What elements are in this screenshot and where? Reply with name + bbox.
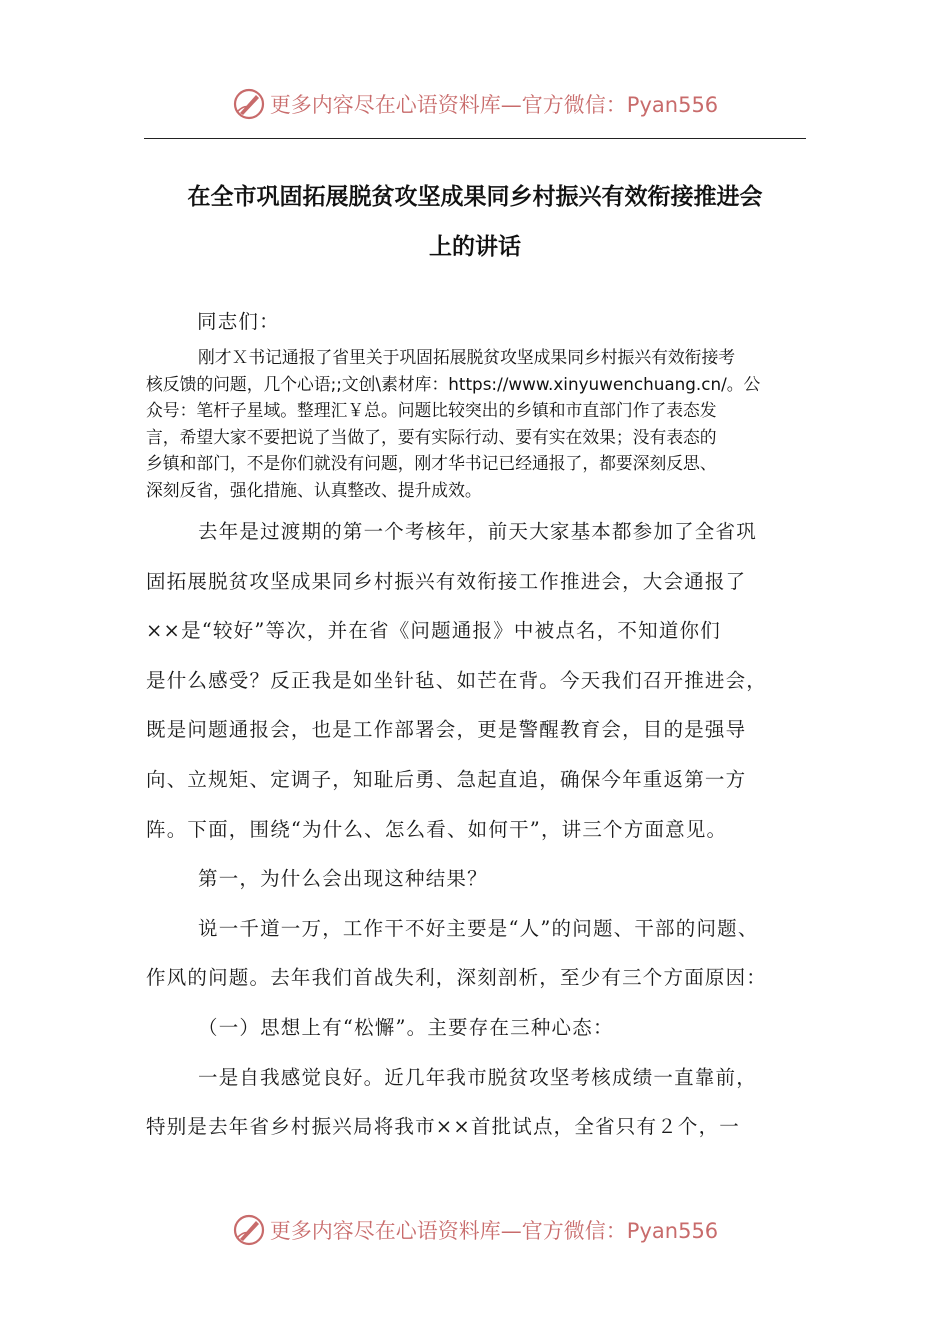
body-line: 去年是过渡期的第一个考核年，前天大家基本都参加了全省巩 [198,520,757,543]
notice-paragraph [146,344,811,503]
body-line: ××是“较好”等次，并在省《问题通报》中被点名，不知道你们 [146,619,721,643]
body-line: 是什么感受？反正我是如坐针毡、如芒在背。今天我们召开推进会， [146,668,768,692]
header-divider [144,138,806,139]
quill-logo-icon [232,87,266,121]
header-banner [0,84,950,124]
notice-line: 刚才Ｘ书记通报了省里关于巩固拓展脱贫攻坚成果同乡村振兴有效衔接考 [198,347,736,367]
body-line: 说一千道一万，工作干不好主要是“人”的问题、干部的问题、 [198,916,759,940]
notice-line: 言，希望大家不要把说了当做了，要有实际行动、要有实在效果；没有表态的 [146,426,717,447]
body-line: （一）思想上有“松懈”。主要存在三种心态： [198,1015,614,1039]
body-line: 固拓展脱贫攻坚成果同乡村振兴有效衔接工作推进会，大会通报了 [146,569,747,593]
body-line: 向、立规矩、定调子，知耻后勇、急起直追，确保今年重返第一方 [146,767,747,791]
body-line: 作风的问题。去年我们首战失利，深刻剖析，至少有三个方面原因： [146,966,768,990]
body-line: 第一，为什么会出现这种结果？ [198,867,488,891]
body-line: 既是问题通报会，也是工作部署会，更是警醒教育会，目的是强导 [146,718,747,742]
page-title-line-1: 在全市巩固拓展脱贫攻坚成果同乡村振兴有效衔接推进会 [187,184,763,210]
notice-line: 核反馈的问题，几个心语;;文创\素材库：https://www.xinyuwenchuang.cn/。公 [146,373,761,394]
body-line: 特别是去年省乡村振兴局将我市××首批试点，全省只有２个，一 [146,1115,740,1139]
notice-line: 乡镇和部门，不是你们就没有问题，刚才华书记已经通报了，都要深刻反思、 [146,453,717,473]
header-banner-text: 更多内容尽在心语资料库—官方微信：Pyan556 [269,93,719,117]
notice-line: 众号：笔杆子星域。整理汇￥总。问题比较突出的乡镇和市直部门作了表态发 [146,400,717,420]
body-line: 阵。下面，围绕“为什么、怎么看、如何干”，讲三个方面意见。 [146,817,728,841]
page-title-line-2: 上的讲话 [429,234,521,260]
quill-logo-icon [232,1213,266,1247]
body-line: 一是自我感觉良好。近几年我市脱贫攻坚考核成绩一直靠前， [198,1065,757,1089]
notice-line: 深刻反省，强化措施、认真整改、提升成效。 [146,479,482,500]
footer-banner [0,1210,950,1250]
speech-body [146,507,811,1152]
greeting: 同志们： [197,310,280,333]
footer-banner-text: 更多内容尽在心语资料库—官方微信：Pyan556 [269,1219,719,1243]
